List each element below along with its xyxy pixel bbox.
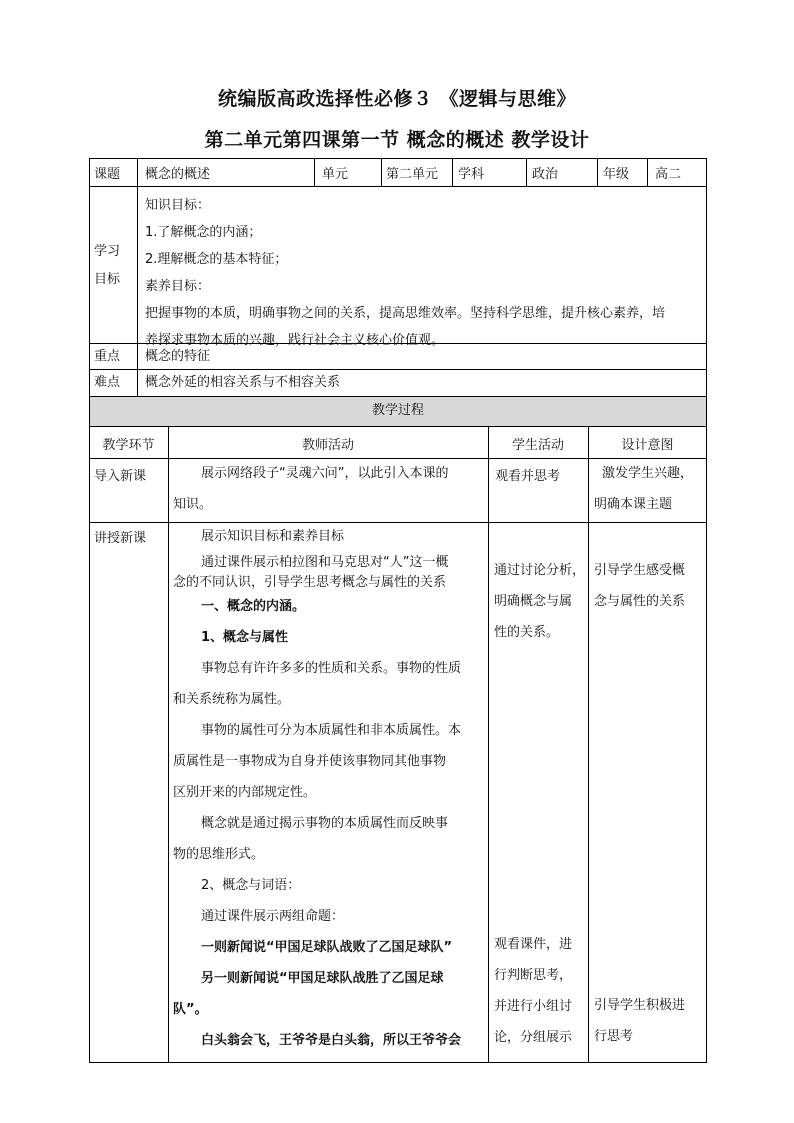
- topic-value: 概念的概述: [145, 167, 211, 182]
- objective-line: 1.了解概念的内涵；: [145, 225, 262, 240]
- teacher-line: 事物的属性可分为本质属性和非本质属性。本: [201, 723, 462, 738]
- intent-line: 引导学生感受概: [594, 563, 686, 578]
- unit-label: 单元: [322, 167, 349, 182]
- student-line: 观看课件，进: [494, 937, 573, 952]
- document-subtitle: 第二单元第四课第一节 概念的概述 教学设计: [204, 129, 590, 151]
- lesson-teacher-activity: [173, 528, 485, 1056]
- intro-intent-line: 明确本课主题: [594, 497, 673, 512]
- key-point-value: 概念的特征: [145, 349, 211, 364]
- teacher-line: 通过课件展示柏拉图和马克思对“人”这一概: [201, 555, 449, 570]
- intro-stage: 导入新课: [94, 469, 147, 484]
- unit-value: 第二单元: [386, 167, 439, 182]
- teacher-line: 质属性是一事物成为自身并使该事物同其他事物: [173, 754, 447, 769]
- student-line: 性的关系。: [494, 625, 560, 640]
- student-line: 行判断思考，: [494, 968, 573, 983]
- intro-teacher-line: 知识。: [173, 497, 213, 512]
- student-line: 并进行小组讨: [494, 999, 573, 1014]
- column-header-intent: 设计意图: [621, 438, 674, 453]
- student-line: 明确概念与属: [494, 594, 573, 609]
- teacher-line: 队”。: [173, 1002, 208, 1017]
- intro-teacher-line: 展示网络段子“灵魂六问”，以此引入本课的: [201, 466, 449, 481]
- objective-line: 2.理解概念的基本特征；: [145, 252, 288, 267]
- objectives-label-line2: 目标: [94, 272, 121, 287]
- teacher-line: 通过课件展示两组命题：: [201, 909, 345, 924]
- grade-label: 年级: [603, 167, 630, 182]
- column-header-teacher: 教师活动: [301, 438, 354, 453]
- intro-intent: [594, 458, 706, 520]
- intro-student: 观看并思考: [495, 469, 561, 484]
- teacher-line: 一、概念的内涵。: [201, 599, 306, 614]
- student-line: 通过讨论分析，: [494, 563, 586, 578]
- difficulty-label: 难点: [94, 375, 121, 390]
- objectives-label-line1: 学习: [94, 244, 121, 259]
- lesson-student-activity-2: [494, 929, 586, 1053]
- document-title: 统编版高政选择性必修３ 《逻辑与思维》: [217, 88, 577, 110]
- teacher-line: 2、概念与词语：: [201, 878, 301, 893]
- process-header: 教学过程: [89, 396, 707, 426]
- objective-line: 养探求事物本质的兴趣，践行社会主义核心价值观。: [145, 333, 445, 348]
- column-header-stage: 教学环节: [102, 438, 155, 453]
- teacher-line: 物的思维形式。: [173, 847, 265, 862]
- teacher-line: 白头翁会飞，王爷爷是白头翁，所以王爷爷会: [201, 1033, 462, 1048]
- teacher-line: 事物总有许许多多的性质和关系。事物的性质: [201, 661, 462, 676]
- teacher-line: 展示知识目标和素养目标: [201, 529, 345, 544]
- teacher-line: 另一则新闻说“甲国足球队战胜了乙国足球: [201, 971, 444, 986]
- lesson-intent-1: [594, 555, 706, 617]
- intent-line: 引导学生积极进: [594, 998, 686, 1013]
- difficulty-value: 概念外延的相容关系与不相容关系: [145, 375, 341, 390]
- intent-line: 念与属性的关系: [594, 594, 686, 609]
- lesson-student-activity-1: [494, 555, 586, 648]
- intro-teacher: [173, 458, 485, 520]
- lesson-intent-2: [594, 990, 706, 1052]
- subject-label: 学科: [458, 167, 485, 182]
- subject-value: 政治: [532, 167, 559, 182]
- grade-value: 高二: [655, 167, 682, 182]
- intro-intent-line: 激发学生兴趣，: [602, 466, 694, 481]
- objectives-text: [145, 192, 703, 354]
- teacher-line: 念的不同认识，引导学生思考概念与属性的关系: [173, 575, 447, 590]
- key-point-label: 重点: [94, 349, 121, 364]
- teacher-line: 概念就是通过揭示事物的本质属性而反映事: [201, 816, 449, 831]
- teacher-line: 和关系统称为属性。: [173, 692, 291, 707]
- topic-label: 课题: [94, 167, 121, 182]
- teacher-line: 一则新闻说“甲国足球队战败了乙国足球队”: [201, 940, 453, 955]
- student-line: 论，分组展示: [494, 1030, 573, 1045]
- intent-line: 行思考: [594, 1029, 634, 1044]
- lesson-stage: 讲授新课: [94, 531, 147, 546]
- objective-line: 素养目标：: [145, 279, 211, 294]
- teacher-line: 区别开来的内部规定性。: [173, 785, 317, 800]
- objective-line: 把握事物的本质，明确事物之间的关系，提高思维效率。坚持科学思维，提升核心素养，培: [145, 306, 666, 321]
- objective-line: 知识目标：: [145, 198, 211, 213]
- column-header-student: 学生活动: [511, 438, 564, 453]
- teacher-line: 1、概念与属性: [201, 630, 289, 645]
